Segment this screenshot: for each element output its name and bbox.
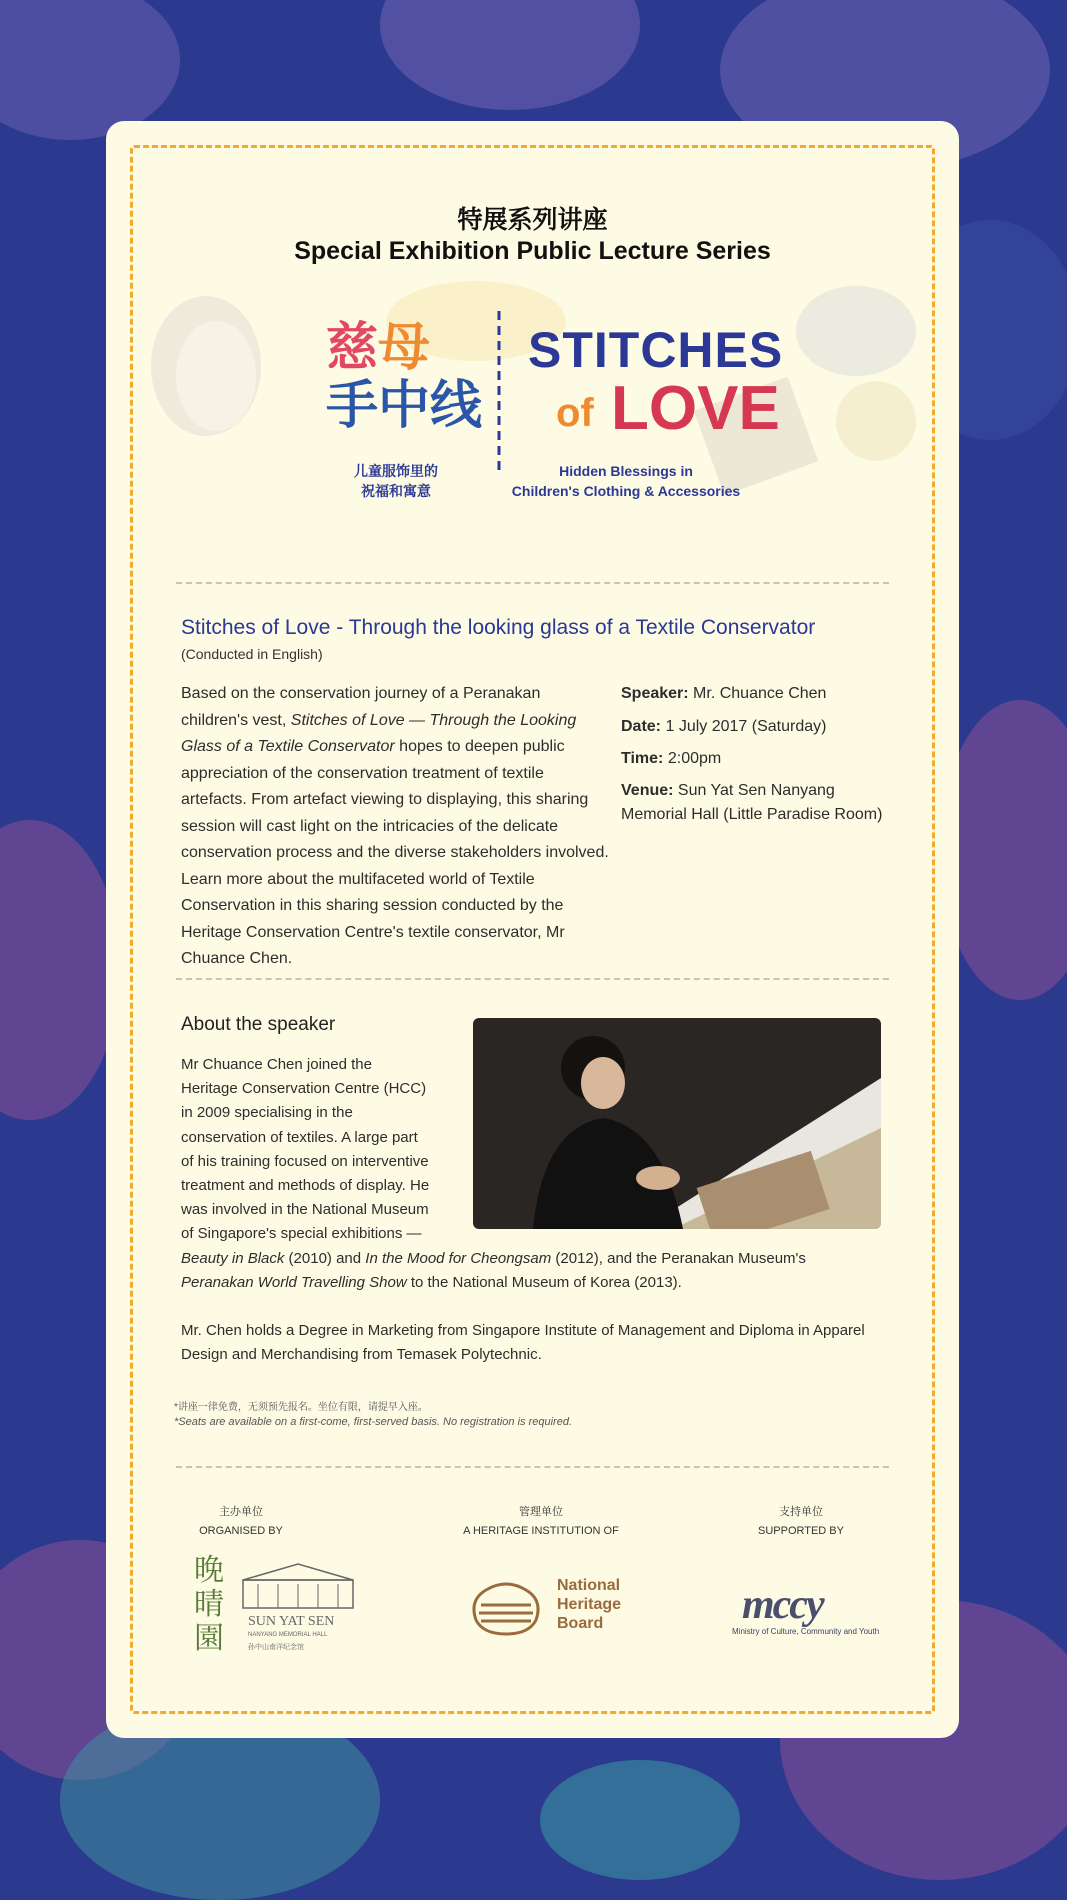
mccy-wordmark: mccy	[742, 1582, 823, 1628]
note-cn: *讲座一律免费，无须预先报名。坐位有限，请提早入座。	[174, 1402, 428, 1413]
mccy-logo	[726, 1581, 886, 1641]
venue-value: Sun Yat Sen Nanyang Memorial Hall (Little Paradise Room)	[621, 781, 883, 823]
exhibition-title-cn	[326, 319, 482, 435]
exhibition-title-stitches: STITCHES	[528, 322, 784, 378]
cn-sub-2: 祝福和寓意	[361, 483, 431, 499]
exhibition-title-love: LOVE	[611, 374, 780, 443]
organised-by-label: 主办单位 ORGANISED BY	[199, 1506, 283, 1537]
sysnmh-sub: NANYANG MEMORIAL HALL	[248, 1632, 328, 1638]
sysnmh-name: SUN YAT SEN	[248, 1614, 335, 1629]
lecture-info	[621, 681, 896, 827]
sysnmh-cn: 晚晴園	[194, 1553, 224, 1656]
exhibition-subtitle-cn	[336, 461, 456, 501]
speaker-label: Speaker:	[621, 685, 689, 702]
sysnmh-logo	[194, 1554, 364, 1664]
cn-char-1: 慈	[326, 319, 379, 377]
about-paragraph-2: Mr. Chen holds a Degree in Marketing from Singapore Institute of Management and Diploma in Apparel Design and Merchandising from Temasek Polytechnic.	[181, 1322, 865, 1364]
about-paragraph-1: Mr Chuance Chen joined the Heritage Conservation Centre (HCC) in 2009 specialising in the conservation of textiles. A large part of his training focused on interventive treatment and methods of display. He was involved in the National Museum of Singapore's special exhibitions — Beauty in Black (2010) and In the Mood for Cheongsam (2012), and the Peranakan Museum's Peranakan World Travelling Show to the National Museum of Korea (2013).	[181, 1056, 806, 1291]
sysnmh-sub-cn: 孙中山南洋纪念馆	[248, 1644, 304, 1651]
exhibition-title-of: of	[556, 391, 594, 435]
date-value: 1 July 2017 (Saturday)	[665, 717, 827, 735]
supported-by-label: 支持单位 SUPPORTED BY	[758, 1506, 844, 1537]
lecture-description: Based on the conservation journey of a Peranakan children's vest, Stitches of Love — Through the Looking Glass of a Textile Conservator hopes to deepen public appreciation of the conservation treatment of textile artefacts. From artefact viewing to displaying, this sharing session will cast light on the intricacies of the delicate conservation process and the diverse stakeholders involved. Learn more about the multifaceted world of Textile Conservation in this sharing session conducted by the Heritage Conservation Centre's textile conservator, Mr Chuance Chen.	[181, 685, 609, 967]
time-label: Time:	[621, 750, 664, 767]
divider-2	[176, 978, 889, 980]
lecture-title: Stitches of Love - Through the looking glass of a Textile Conservator	[181, 616, 816, 639]
en-sub-2: Children's Clothing & Accessories	[511, 483, 741, 499]
note-en: *Seats are available on a first-come, first-served basis. No registration is required.	[174, 1416, 573, 1428]
institution-label: 管理单位 A HERITAGE INSTITUTION OF	[463, 1506, 619, 1537]
speaker-value: Mr. Chuance Chen	[693, 685, 827, 702]
time-value: 2:00pm	[667, 750, 722, 767]
exhibition-subtitle-en	[506, 461, 746, 501]
series-title-cn: 特展系列讲座	[457, 206, 608, 234]
nhb-logo	[461, 1576, 641, 1646]
cn-char-2: 母	[378, 319, 431, 377]
about-heading: About the speaker	[181, 1014, 336, 1035]
building-icon	[238, 1560, 358, 1610]
series-title-en: Special Exhibition Public Lecture Series	[294, 237, 771, 265]
nhb-vase-icon	[461, 1580, 551, 1636]
nhb-text: National Heritage Board	[557, 1577, 622, 1632]
en-sub-1: Hidden Blessings in	[559, 463, 693, 479]
poster-card	[106, 121, 959, 1738]
cn-line-2: 手中线	[326, 377, 483, 435]
divider-3	[176, 1466, 889, 1468]
date-label: Date:	[621, 717, 662, 735]
cn-sub-1: 儿童服饰里的	[354, 463, 438, 479]
lecture-language: (Conducted in English)	[181, 646, 323, 662]
mccy-sub: Ministry of Culture, Community and Youth	[732, 1627, 880, 1636]
divider-1	[176, 582, 889, 584]
venue-label: Venue:	[621, 781, 674, 799]
exhibition-hero	[146, 271, 919, 541]
